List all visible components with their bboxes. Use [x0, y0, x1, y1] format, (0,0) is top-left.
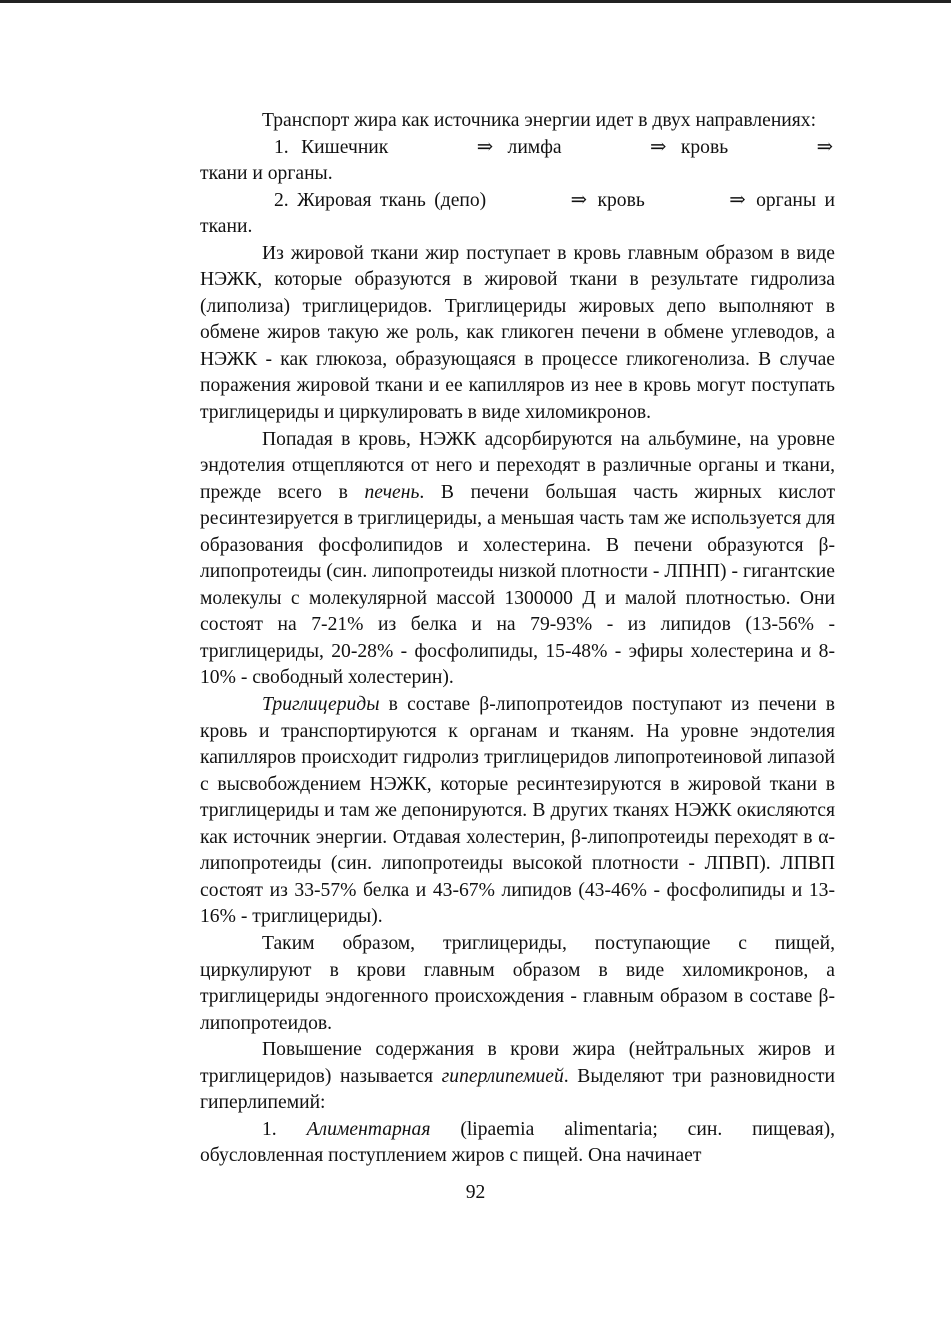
- paragraph-hyperlipemia: [200, 1037, 835, 1117]
- paragraph-summary: Таким образом, триглицериды, поступающие с пищей, циркулируют в крови главным образом в виде хиломикронов, а триглицериды эндогенного происхождения - главным образом в составе β-липопротеидов.: [200, 932, 835, 1034]
- arrow-icon: ⇒: [570, 189, 588, 211]
- p3-text: в составе β-липопротеидов поступают из печени в кровь и транспортируются к органам и тканям. На уровне эндотелия капилляров происходит гидролиз триглицеридов липопротеиновой липазой с высвобождением НЭЖК, которые ресинтезируются в жировой ткани в триглицериды и там же депонируются. В других тканях НЭЖК окисляются как источник энергии. Отдавая холестерин, β-липопротеиды переходят в α-липопротеиды (син. липопротеиды высокой плотности - ЛПВП). ЛПВП состоят из 33-57% белка и 43-67% липидов (43-46% - фосфолипиды и 13-16% - триглицериды).: [200, 694, 835, 928]
- arrow-icon: ⇒: [476, 136, 494, 158]
- route-2-step-2: кровь: [597, 189, 645, 211]
- scan-top-edge: [0, 0, 951, 3]
- arrow-icon: ⇒: [816, 136, 833, 158]
- paragraph-triglycerides: [200, 692, 835, 931]
- route-1-number: 1.: [274, 136, 289, 158]
- route-2-step-3: органы и ткани.: [200, 189, 835, 238]
- paragraph-alimentary: [200, 1117, 835, 1170]
- p6-number: 1.: [262, 1118, 307, 1140]
- intro-paragraph: Транспорт жира как источника энергии идет в двух направлениях:: [262, 110, 817, 131]
- p2-emphasis: печень: [364, 481, 420, 503]
- route-item-2: [200, 188, 835, 241]
- arrow-icon: ⇒: [650, 136, 667, 158]
- p3-emphasis: Триглицериды: [262, 694, 380, 716]
- p5-text-a: Повышение содержания в крови жира (нейтральных жиров и триглицеридов) называется: [200, 1039, 835, 1087]
- route-1-step-2: лимфа: [507, 136, 562, 158]
- route-2-number: 2.: [274, 189, 289, 211]
- p5-text-b: . Выделяют три разновидности гиперлипемий:: [200, 1065, 835, 1114]
- p2-text-a: Попадая в кровь, НЭЖК адсорбируются на альбумине, на уровне эндотелия отщепляются от него и переходят в различные органы и ткани, прежде всего в: [200, 428, 835, 503]
- route-1-step-1: Кишечник: [301, 136, 389, 158]
- route-2-step-1: Жировая ткань (депо): [297, 189, 487, 211]
- p2-text-b: . В печени большая часть жирных кислот ресинтезируется в триглицериды, а меньшая часть там же используется для образования фосфолипидов и холестерина. В печени образуются β-липопротеиды (син. липопротеиды низкой плотности - ЛПНП) - гигантские молекулы с молекулярной массой 1300000 Д и малой плотностью. Они состоят на 7-21% из белка и на 79-93% - из липидов (13-56% - триглицериды, 20-28% - фосфолипиды, 15-48% - эфиры холестерина и 8-10% - свободный холестерин).: [200, 481, 836, 689]
- route-1-step-4: ткани и органы.: [200, 163, 333, 185]
- route-item-1: [200, 135, 835, 188]
- arrow-icon: ⇒: [729, 189, 746, 211]
- p5-emphasis: гиперлипемией: [441, 1065, 564, 1087]
- paragraph-blood-transport: [200, 427, 835, 692]
- page-body: [200, 108, 835, 1170]
- p6-emphasis: Алиментарная: [306, 1118, 431, 1140]
- paragraph-fat-tissue: Из жировой ткани жир поступает в кровь главным образом в виде НЭЖК, которые образуются в жировой ткани в результате гидролиза (липолиза) триглицеридов. Триглицериды жировых депо выполняют в обмене жиров такую же роль, как гликоген печени в обмене углеводов, а НЭЖК - как глюкоза, образующаяся в процессе гликогенолиза. В случае поражения жировой ткани и ее капилляров из нее в кровь могут поступать триглицериды и циркулировать в виде хиломикронов.: [200, 242, 835, 424]
- page-number: 92: [465, 1182, 486, 1203]
- p6-text: (lipaemia alimentaria; син. пищевая), обусловленная поступлением жиров с пищей. Она начинает: [200, 1118, 836, 1167]
- route-1-step-3: кровь: [680, 136, 729, 158]
